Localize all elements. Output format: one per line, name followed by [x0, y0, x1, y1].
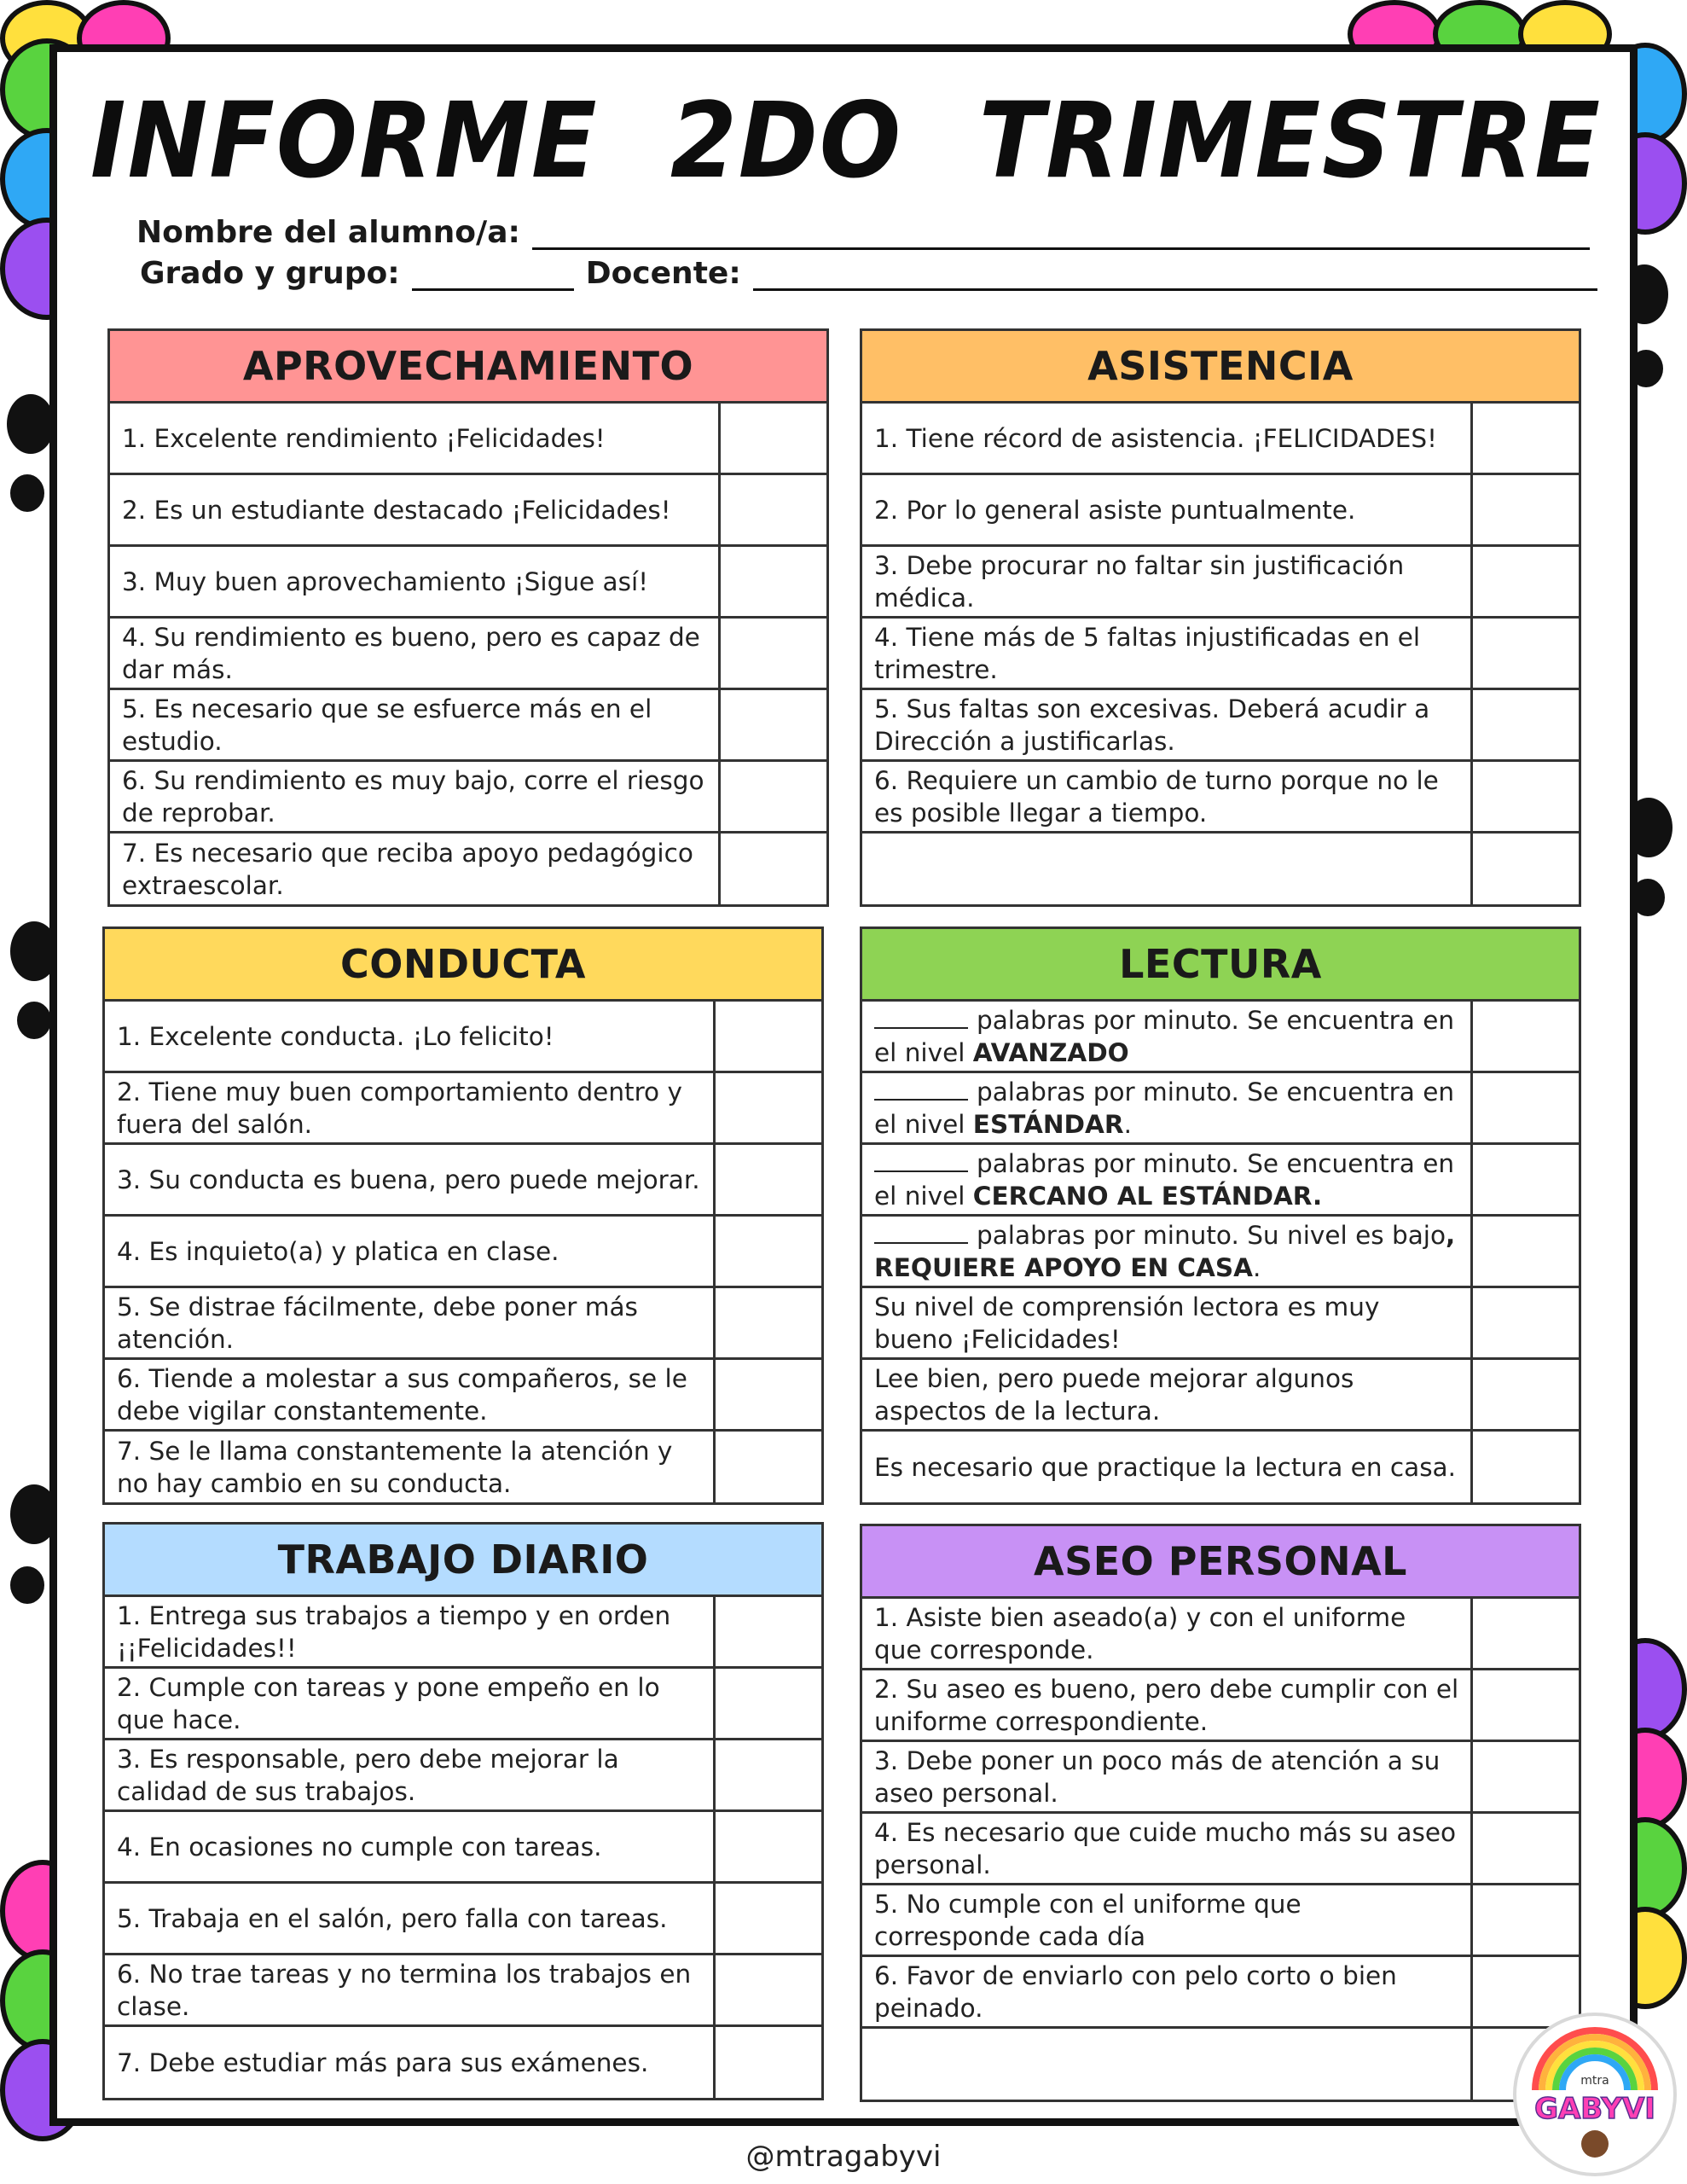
words-per-minute-blank[interactable] — [874, 1078, 968, 1101]
checklist-row — [105, 2027, 821, 2099]
panel-aseo-personal — [860, 1524, 1581, 2102]
reading-level: ESTÁNDAR — [972, 1109, 1124, 1139]
checklist-row — [862, 1288, 1579, 1360]
reading-level: CERCANO AL ESTÁNDAR. — [972, 1181, 1323, 1211]
panel-header — [110, 331, 826, 404]
checkbox-cell[interactable] — [716, 1073, 821, 1142]
checkbox-cell[interactable] — [716, 1812, 821, 1881]
panel-header — [862, 1526, 1579, 1599]
checklist-item-text: 5. Trabaja en el salón, pero falla con tareas. — [105, 1884, 716, 1953]
checklist-item-text — [862, 1002, 1473, 1071]
checklist-row — [862, 404, 1579, 475]
checklist-item-text: 2. Por lo general asiste puntualmente. — [862, 475, 1473, 544]
checklist-row — [862, 619, 1579, 690]
checklist-item-text: 2. Tiene muy buen comportamiento dentro y fuera del salón. — [105, 1073, 716, 1142]
checklist-item-text: 1. Tiene récord de asistencia. ¡FELICIDADES! — [862, 404, 1473, 473]
checklist-item-text: 1. Asiste bien aseado(a) y con el uniforme que corresponde. — [862, 1599, 1473, 1668]
checklist-row — [862, 1360, 1579, 1432]
checklist-row — [862, 547, 1579, 619]
grade-blank[interactable] — [412, 263, 574, 291]
checkbox-cell[interactable] — [1473, 1360, 1579, 1429]
checklist-row — [110, 690, 826, 762]
student-name-label: Nombre del alumno/a: — [136, 215, 520, 250]
checklist-row — [862, 1670, 1579, 1742]
grade-label: Grado y grupo: — [140, 256, 400, 291]
checkbox-cell[interactable] — [1473, 1002, 1579, 1071]
checkbox-cell[interactable] — [716, 1288, 821, 1357]
checkbox-cell[interactable] — [1473, 1145, 1579, 1214]
checkbox-cell[interactable] — [1473, 1599, 1579, 1668]
checklist-item-text: 6. Su rendimiento es muy bajo, corre el riesgo de reprobar. — [110, 762, 721, 831]
checkbox-cell[interactable] — [721, 762, 826, 831]
checklist-item-text: 5. Sus faltas son excesivas. Deberá acudir a Dirección a justificarlas. — [862, 690, 1473, 759]
checkbox-cell[interactable] — [716, 1955, 821, 2024]
checkbox-cell[interactable] — [716, 1669, 821, 1738]
checklist-row — [862, 1073, 1579, 1145]
checkbox-cell[interactable] — [1473, 1432, 1579, 1503]
checklist-item-text: 2. Es un estudiante destacado ¡Felicidades! — [110, 475, 721, 544]
title-word-trimestre: TRIMESTRE — [979, 80, 1603, 201]
checkbox-cell[interactable] — [1473, 1742, 1579, 1811]
checklist-row — [862, 1432, 1579, 1503]
checklist-item-text — [862, 834, 1473, 905]
checklist-row — [110, 834, 826, 905]
checklist-item-text: 4. Tiene más de 5 faltas injustificadas en el trimestre. — [862, 619, 1473, 688]
checklist-item-text: 3. Es responsable, pero debe mejorar la calidad de sus trabajos. — [105, 1740, 716, 1809]
checklist-row — [862, 690, 1579, 762]
grade-teacher-line — [140, 256, 1597, 291]
checkbox-cell[interactable] — [1473, 1288, 1579, 1357]
words-per-minute-blank[interactable] — [874, 1150, 968, 1172]
checkbox-cell[interactable] — [721, 619, 826, 688]
panel-header — [105, 1525, 821, 1597]
brand-logo — [1510, 2009, 1680, 2180]
checkbox-cell[interactable] — [1473, 1814, 1579, 1883]
student-name-line — [136, 215, 1590, 250]
checkbox-cell[interactable] — [721, 404, 826, 473]
checklist-item-text: 5. Se distrae fácilmente, debe poner más atención. — [105, 1288, 716, 1357]
panel-title: ASISTENCIA — [1087, 343, 1354, 389]
item-text-end: . — [1123, 1109, 1132, 1139]
checklist-item-text: 3. Muy buen aprovechamiento ¡Sigue así! — [110, 547, 721, 616]
checklist-row — [862, 1599, 1579, 1670]
panel-conducta — [102, 926, 824, 1505]
checklist-row — [862, 834, 1579, 905]
checklist-row — [105, 1597, 821, 1669]
panel-header — [862, 331, 1579, 404]
checklist-row — [110, 547, 826, 619]
checklist-row — [862, 1217, 1579, 1288]
item-text: palabras por minuto. Su nivel es bajo — [977, 1220, 1446, 1250]
checkbox-cell[interactable] — [716, 1360, 821, 1429]
checklist-item-text: 4. Es inquieto(a) y platica en clase. — [105, 1217, 716, 1286]
checklist-item-text: Lee bien, pero puede mejorar algunos aspectos de la lectura. — [862, 1360, 1473, 1429]
checklist-row — [105, 1740, 821, 1812]
checklist-item-text: 3. Debe procurar no faltar sin justificación médica. — [862, 547, 1473, 616]
checklist-row — [105, 1955, 821, 2027]
checklist-row — [105, 1669, 821, 1740]
checkbox-cell[interactable] — [721, 690, 826, 759]
checklist-row — [110, 762, 826, 834]
panel-title: APROVECHAMIENTO — [242, 343, 694, 389]
checkbox-cell[interactable] — [716, 1432, 821, 1503]
panel-title: ASEO PERSONAL — [1034, 1538, 1407, 1584]
checklist-item-text: 2. Cumple con tareas y pone empeño en lo que hace. — [105, 1669, 716, 1738]
checkbox-cell[interactable] — [721, 834, 826, 905]
checkbox-cell[interactable] — [716, 1884, 821, 1953]
checkbox-cell[interactable] — [716, 1740, 821, 1809]
panel-aprovechamiento — [107, 328, 829, 907]
checklist-row — [110, 404, 826, 475]
panel-title: LECTURA — [1119, 941, 1322, 987]
checklist-item-text: 6. Tiende a molestar a sus compañeros, se le debe vigilar constantemente. — [105, 1360, 716, 1429]
checklist-item-text: 7. Se le llama constantemente la atención y no hay cambio en su conducta. — [105, 1432, 716, 1503]
checkbox-cell[interactable] — [1473, 475, 1579, 544]
checklist-row — [105, 1360, 821, 1432]
checklist-row — [862, 1742, 1579, 1814]
checkbox-cell[interactable] — [1473, 404, 1579, 473]
footer-handle: @mtragabyvi — [745, 2140, 942, 2174]
checklist-row — [862, 1002, 1579, 1073]
panel-title: TRABAJO DIARIO — [277, 1536, 649, 1583]
checklist-item-text: 1. Excelente conducta. ¡Lo felicito! — [105, 1002, 716, 1071]
logo-small-text: mtra — [1580, 2074, 1609, 2088]
panel-header — [105, 929, 821, 1002]
decorative-dot — [17, 1002, 51, 1039]
reading-level: AVANZADO — [972, 1037, 1129, 1067]
checklist-item-text: 3. Debe poner un poco más de atención a su aseo personal. — [862, 1742, 1473, 1811]
checklist-row — [862, 1957, 1579, 2029]
checklist-item-text: 7. Es necesario que reciba apoyo pedagógico extraescolar. — [110, 834, 721, 905]
checklist-item-text: 6. No trae tareas y no termina los trabajos en clase. — [105, 1955, 716, 2024]
teacher-label: Docente: — [585, 256, 741, 291]
item-text-end: . — [1252, 1252, 1261, 1282]
teacher-blank[interactable] — [753, 263, 1597, 291]
page-title — [68, 81, 1629, 200]
checklist-row — [862, 1145, 1579, 1217]
checklist-item-text: Su nivel de comprensión lectora es muy bueno ¡Felicidades! — [862, 1288, 1473, 1357]
checkbox-cell[interactable] — [1473, 690, 1579, 759]
checklist-item-text: 1. Excelente rendimiento ¡Felicidades! — [110, 404, 721, 473]
panel-asistencia — [860, 328, 1581, 907]
checkbox-cell[interactable] — [716, 1217, 821, 1286]
checklist-row — [105, 1884, 821, 1955]
checklist-row — [862, 1814, 1579, 1885]
checkbox-cell[interactable] — [1473, 834, 1579, 905]
item-text: palabras por minuto. Se encuentra en el nivel — [874, 1077, 1455, 1139]
checklist-item-text — [862, 2029, 1473, 2100]
checklist-item-text: 4. Su rendimiento es bueno, pero es capaz de dar más. — [110, 619, 721, 688]
checkbox-cell[interactable] — [1473, 619, 1579, 688]
checklist-row — [105, 1812, 821, 1884]
checklist-item-text: 4. Es necesario que cuide mucho más su aseo personal. — [862, 1814, 1473, 1883]
words-per-minute-blank[interactable] — [874, 1007, 968, 1029]
checklist-item-text: 5. No cumple con el uniforme que corresponde cada día — [862, 1885, 1473, 1955]
checklist-row — [105, 1432, 821, 1503]
checklist-row — [862, 2029, 1579, 2100]
checklist-row — [105, 1288, 821, 1360]
checklist-item-text: 4. En ocasiones no cumple con tareas. — [105, 1812, 716, 1881]
checkbox-cell[interactable] — [716, 1597, 821, 1666]
checklist-row — [862, 762, 1579, 834]
checkbox-cell[interactable] — [716, 1145, 821, 1214]
checklist-item-text — [862, 1073, 1473, 1142]
checklist-row — [862, 1885, 1579, 1957]
checklist-item-text — [862, 1217, 1473, 1286]
checklist-item-text: 7. Debe estudiar más para sus exámenes. — [105, 2027, 716, 2099]
checkbox-cell[interactable] — [1473, 1217, 1579, 1286]
checklist-row — [105, 1145, 821, 1217]
checkbox-cell[interactable] — [716, 2027, 821, 2099]
words-per-minute-blank[interactable] — [874, 1222, 968, 1244]
item-text: palabras por minuto. Se encuentra en el nivel — [874, 1005, 1455, 1067]
decorative-dot — [10, 1566, 44, 1604]
checklist-item-text: 6. Favor de enviarlo con pelo corto o bien peinado. — [862, 1957, 1473, 2026]
checklist-row — [862, 475, 1579, 547]
checkbox-cell[interactable] — [716, 1002, 821, 1071]
panel-trabajo-diario — [102, 1522, 824, 2100]
checklist-item-text: 1. Entrega sus trabajos a tiempo y en orden ¡¡Felicidades!! — [105, 1597, 716, 1666]
checklist-item-text: 5. Es necesario que se esfuerce más en el estudio. — [110, 690, 721, 759]
panel-header — [862, 929, 1579, 1002]
checklist-item-text: 6. Requiere un cambio de turno porque no le es posible llegar a tiempo. — [862, 762, 1473, 831]
panel-title: CONDUCTA — [339, 941, 587, 987]
checklist-row — [110, 475, 826, 547]
checklist-item-text: 2. Su aseo es bueno, pero debe cumplir con el uniforme correspondiente. — [862, 1670, 1473, 1740]
checkbox-cell[interactable] — [1473, 1073, 1579, 1142]
checkbox-cell[interactable] — [1473, 1885, 1579, 1955]
checkbox-cell[interactable] — [1473, 1670, 1579, 1740]
decorative-dot — [10, 474, 44, 512]
title-word-informe: INFORME — [90, 80, 599, 201]
checklist-item-text: 3. Su conducta es buena, pero puede mejorar. — [105, 1145, 716, 1214]
decorative-dot — [7, 394, 55, 454]
checklist-row — [105, 1073, 821, 1145]
title-word-2do: 2DO — [670, 80, 902, 201]
panel-lectura — [860, 926, 1581, 1505]
checklist-item-text — [862, 1145, 1473, 1214]
item-text: palabras por minuto. Se encuentra en el nivel — [874, 1148, 1455, 1211]
checklist-item-text: Es necesario que practique la lectura en casa. — [862, 1432, 1473, 1503]
checkbox-cell[interactable] — [1473, 762, 1579, 831]
student-name-blank[interactable] — [532, 222, 1590, 250]
reading-level: , REQUIERE APOYO EN CASA — [874, 1220, 1456, 1282]
checkbox-cell[interactable] — [721, 475, 826, 544]
checklist-row — [105, 1217, 821, 1288]
checklist-row — [105, 1002, 821, 1073]
checkbox-cell[interactable] — [721, 547, 826, 616]
logo-name-text: GABYVI — [1534, 2092, 1655, 2126]
checkbox-cell[interactable] — [1473, 547, 1579, 616]
checklist-row — [110, 619, 826, 690]
